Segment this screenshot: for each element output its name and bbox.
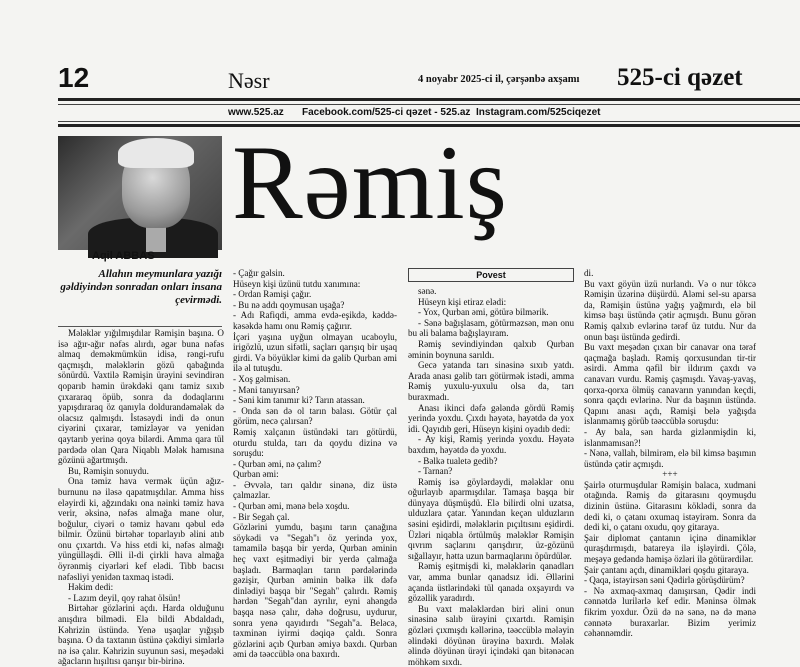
paragraph: Birtəhər gözlərini açdı. Harda olduğunu anışdıra bilmədi. Elə bildi Abdaldadı, Kəhrizin üstündə. Yenə uşaqlar yığışıb başına. O da taxtanın üstünə çəkdiyi simlərlə nə isə çalır. Kəhrizin suyunun səsi, meşədəki ağacların hışıltısı qarışır bir-birinə. bbox=[58, 603, 224, 667]
newspaper-brand: 525-ci qəzet bbox=[617, 64, 743, 91]
paragraph: - Qaqa, istəyirsən səni Qədirlə görüşdürüm? bbox=[584, 575, 745, 586]
paragraph: Şair diplomat çantanın içinə dinamiklər quraşdırmışdı, batareya ilə işləyirdi. Çölə, meşəyə gedəndə həmişə özləri ilə götürərdilər. bbox=[584, 532, 756, 565]
paragraph: Anası ikinci dəfə gələndə gördü Rəmiş yerində yoxdu. Çıxdı həyətə, həyətdə də yox idi. Qayıdıb geri, Hüseyn kişini oyadıb dedi: bbox=[408, 402, 574, 434]
paragraph: Həkim dedi: bbox=[68, 582, 114, 593]
paragraph: - Adı Rafiqdi, amma evdə-eşikdə, kəddə-kəsəkdə hamı onu Rəmiş çağırır. bbox=[233, 310, 397, 331]
paragraph: - Nə axmaq-axmaq danışırsan, Qədir indi cənnətdə lurilərlə kef edir. Məninsə ölmək fikrim yoxdur. Özü də nə sənə, nə də mənə cənnətə buraxarlar. Bizim yerimiz cəhənnəmdir. bbox=[584, 585, 756, 639]
paragraph: Rəmiş eşitmişdi ki, mələklərin qanadları var, amma bunlar qanadsız idi. Əllərini açanda üstlərindəki tül qanada oxşayırdı və gözəllik yaradırdı. bbox=[408, 561, 574, 604]
paragraph: Şair çantanı açdı, dinamikləri qoşdu gitaraya. bbox=[584, 564, 749, 575]
text-column-2 bbox=[233, 268, 397, 660]
header-rule bbox=[58, 98, 800, 101]
paragraph: - Bəlkə tualetə gedib? bbox=[418, 455, 498, 466]
paragraph: Bu vaxt göyün üzü nurlandı. Və o nur tökcə Rəmişin üzərinə düşürdü. Aləmi sel-su aparsa da, Rəmişin üstünə yağış yağmırdı, elə bil kimsə başı üstündə çətir açmışdı. Bunu görən Rəmiş qalxıb evlərinə tərəf üz tutdu. Nur da onun başı üstündə gedirdi. bbox=[584, 278, 756, 342]
text-column-1 bbox=[58, 328, 224, 667]
header-rule-thin bbox=[58, 104, 800, 105]
paragraph: Ona təmiz hava vermək üçün ağız-burnunu nə iləsə qapatmışdılar. Amma hiss eləyirdi ki, ağzındakı ona nəinki təmiz hava verir, əksinə, nəfəs almağa mane olur, boğulur, ciyəri o təmiz havanı qəbul edə bilmir. Özünü birtəhər toparlayıb əlini atıb onu çıxartdı. Və hiss etdi ki, nəfəs almağı yüngülləşdi. Əlli il-di çirkli hava almağa öyrənmiş ciyərləri kef elədi. Tibb bacısı nəfəsliyi yenidən taxmaq istədi. bbox=[58, 476, 224, 582]
paragraph: Hüseyn kişi etiraz elədi: bbox=[418, 296, 507, 307]
paragraph: - Nənə, vallah, bilmirəm, elə bil kimsə başımın üstündə çətir açmışdı. bbox=[584, 448, 756, 469]
paragraph: - Ordan Rəmişi çağır. bbox=[233, 289, 312, 300]
paragraph: Rəmiş sevindiyindən qalxıb Qurban əminin boynuna sarıldı. bbox=[408, 338, 574, 360]
paragraph: Gözlərini yumdu, başını tarın çanağına söykədi və "Segah"ı öz yerində yox, tamamilə başqa bir yerdə, Qurban əminin heç vaxt eşitmədiyi bir yerdə çalmağa başladı. Barmaqları tarın pərdələrində gəzişir, Qurban əminin bəlkə ilk dəfə dinlədiyi başqa bir "Segah" çalırdı. Rəmiş hərdən "Segah"dan ayrılır, eyni ahəngdə başqa nəsə çalır, dəhə doğrusu, uydurur, sonra yenə qayıdırdı "Segah"a. Beləcə, təxminən iyirmi dəqiqə çaldı. Sonra gözlərini açıb Qurban əmiyə baxdı. Qurban əmi də təəccüblə ona baxırdı. bbox=[233, 522, 397, 660]
paragraph: - Bir Segah çal. bbox=[233, 511, 290, 522]
paragraph: Bu, Rəmişin sonuydu. bbox=[68, 465, 149, 476]
rubric-label: Povest bbox=[408, 268, 574, 282]
instagram-link[interactable]: Instagram.com/525ciqezet bbox=[476, 107, 601, 118]
paragraph: - Əvvələ, tarı qaldır sinənə, diz üstə çalmazlar. bbox=[233, 479, 397, 501]
paragraph: Rəmiş xalçanın üstündəki tarı götürdü, oturdu stulda, tarı da qoydu dizinə və soruşdu: bbox=[233, 426, 397, 459]
paragraph: Şairlə oturmuşdular Rəmişin balaca, xudmani otağında. Rəmiş də gitarasını qoymuşdu dizinin üstünə. Gitarasını köklədi, sonra da dedi ki, o çətanı oxumaq istəyirəm. Sonra da dedi ki, o çatanı oxudu, qoy gitaraya. bbox=[584, 479, 756, 533]
epigraph: Allahın meymunlara yazığı gəldiyindən sonradan onları insana çevirmədi. bbox=[60, 268, 222, 306]
paragraph: di. bbox=[584, 268, 594, 278]
epigraph-rule bbox=[58, 326, 222, 327]
paragraph: İçəri yaşına uyğun olmayan ucaboylu, irigözlü, uzun sifətli, saçları qarışıq bir uşaq girdi. Və böyüklər kimi də gəlib Qurban əmi ilə əl tutuşdu. bbox=[233, 331, 397, 374]
paragraph: - Ay kişi, Rəmiş yerində yoxdu. Həyətə baxdım, həyətdə də yoxdu. bbox=[408, 434, 574, 455]
paragraph: - Qurban əmi, nə çalım? bbox=[233, 458, 322, 469]
paragraph: Gecə yatanda tarı sinəsinə sıxıb yatdı. Arada anası gəlib tarı götürmək istədi, amma Rəmiş yuxulu-yuxulu olsa da, tarı buraxmadı. bbox=[408, 360, 574, 402]
author-photo bbox=[58, 136, 222, 250]
paragraph: - Sənə bağışlasam, götürməzsən, mən onu bu əli balama bağışlayıram. bbox=[408, 317, 574, 339]
section-title: Nəsr bbox=[228, 68, 270, 93]
paragraph: sənə. bbox=[418, 286, 437, 296]
paragraph: - Yox, Qurban əmi, götürə bilmərik. bbox=[418, 307, 549, 318]
issue-date: 4 noyabr 2025-ci il, çərşənbə axşamı bbox=[418, 74, 580, 85]
paragraph: - Səni kim tanımır ki? Tarın atassan. bbox=[233, 395, 365, 406]
paragraph: - Çağır gəlsin. bbox=[233, 268, 285, 278]
paragraph: - Qurban əmi, mənə belə xoşdu. bbox=[233, 501, 350, 512]
paragraph: Qurban əmi: bbox=[233, 469, 279, 480]
paragraph: Hüseyn kişi üzünü tutdu xanımına: bbox=[233, 278, 361, 289]
paragraph: - Lazım deyil, qoy rahat ölsün! bbox=[68, 592, 181, 603]
paragraph: - Tarnan? bbox=[418, 466, 453, 477]
paragraph: - Bu nə addı qoymusan uşağa? bbox=[233, 299, 345, 310]
author-name: Aqil ABBAS bbox=[92, 250, 155, 262]
paragraph: Rəmiş isə göylərdəydi, mələklər onu oğurlayıb aparmışdılar. Tamaşa başqa bir dünyaya düşmüşdü. Elə bilirdi olni uzatsa, ulduzlara çatar. Yanından keçən ulduzların səsini eşidirdi, mələklərin pıçıltısını eşidirdi. Üzləri niqabla örtülmüş mələklər Rəmişin qıvrım saçlarını qarışdırır, üz-gözünü sığallayır, hətta uzun barmaqlarını öpürdülər. bbox=[408, 476, 574, 561]
text-column-4 bbox=[584, 268, 756, 639]
section-separator: +++ bbox=[662, 469, 678, 480]
paragraph: - Onda sən də ol tarın balası. Götür çal görüm, necə çalırsan? bbox=[233, 405, 397, 427]
paragraph: Bu vaxt mələklərdən biri əlini onun sinəsinə salıb ürəyini çıxartdı. Rəmişin gözləri çıxmışdı kəllərinə, təəccüblə mələyin əlindəki döyünən ürəyinə baxırdı. Mələk əlində döyünən ürəyi içindəki qan bitənəcən möhkəm sıxdı. bbox=[408, 603, 574, 667]
article-title: Rəmiş bbox=[232, 124, 508, 241]
site-link[interactable]: www.525.az bbox=[228, 107, 284, 118]
paragraph: Bu vaxt meşədən çıxan bir canavar ona tərəf qaçmağa başladı. Rəmiş qorxusundan tir-tir əsirdi. Amma qəfil bir ildırım çaxdı və canavarı vurdu. Rəmiş çaşmışdı. Yavaş-yavaş, qorxa-qorxa ölmüş canavarın yanından keçdi, sonra qaçdı evlərinə. Nur da başının üstündə. Qapını anası açdı, Rəmişi belə yağışda islanmamış görüb təəccüblə soruşdu: bbox=[584, 342, 756, 427]
paragraph: Mələklər yığılmışdılar Rəmişin başına. O isə ağır-ağır nəfəs alırdı, əgər buna nəfəs almaq deməkmümkün idisə, rəngi-rufu qaçmışdı, mələklərin gözü qabağında sönürdü. Vaxtilə Rəmişin ürəyini sevindirən qoparıb həmin ürəkdəki qanı tamiz sıxıb çıxararaq öpüb, sonra da dodaqlarını yapışdıraraq öz qanıyla doldurandəmələk də olacsız qalmışdı. İstəsəydi indi də onun ciyərini çıxarar, təmizləyər və yenidən qaytarıb yerinə qoya bilərdi. Amma qara tül pərdədə olan Qara Niqablı Mələk hamısına gözünü ağartmışdı. bbox=[58, 328, 224, 466]
page-number: 12 bbox=[58, 62, 90, 93]
text-column-3 bbox=[408, 286, 574, 667]
facebook-link[interactable]: Facebook.com/525-ci qəzet - 525.az bbox=[302, 107, 471, 118]
paragraph: - Xoş gəlmisən. bbox=[233, 373, 291, 384]
paragraph: - Ay bala, sən harda gizlənmişdin ki, islanmamısan?! bbox=[584, 426, 756, 448]
paragraph: - Məni tanıyırsan? bbox=[233, 384, 300, 395]
